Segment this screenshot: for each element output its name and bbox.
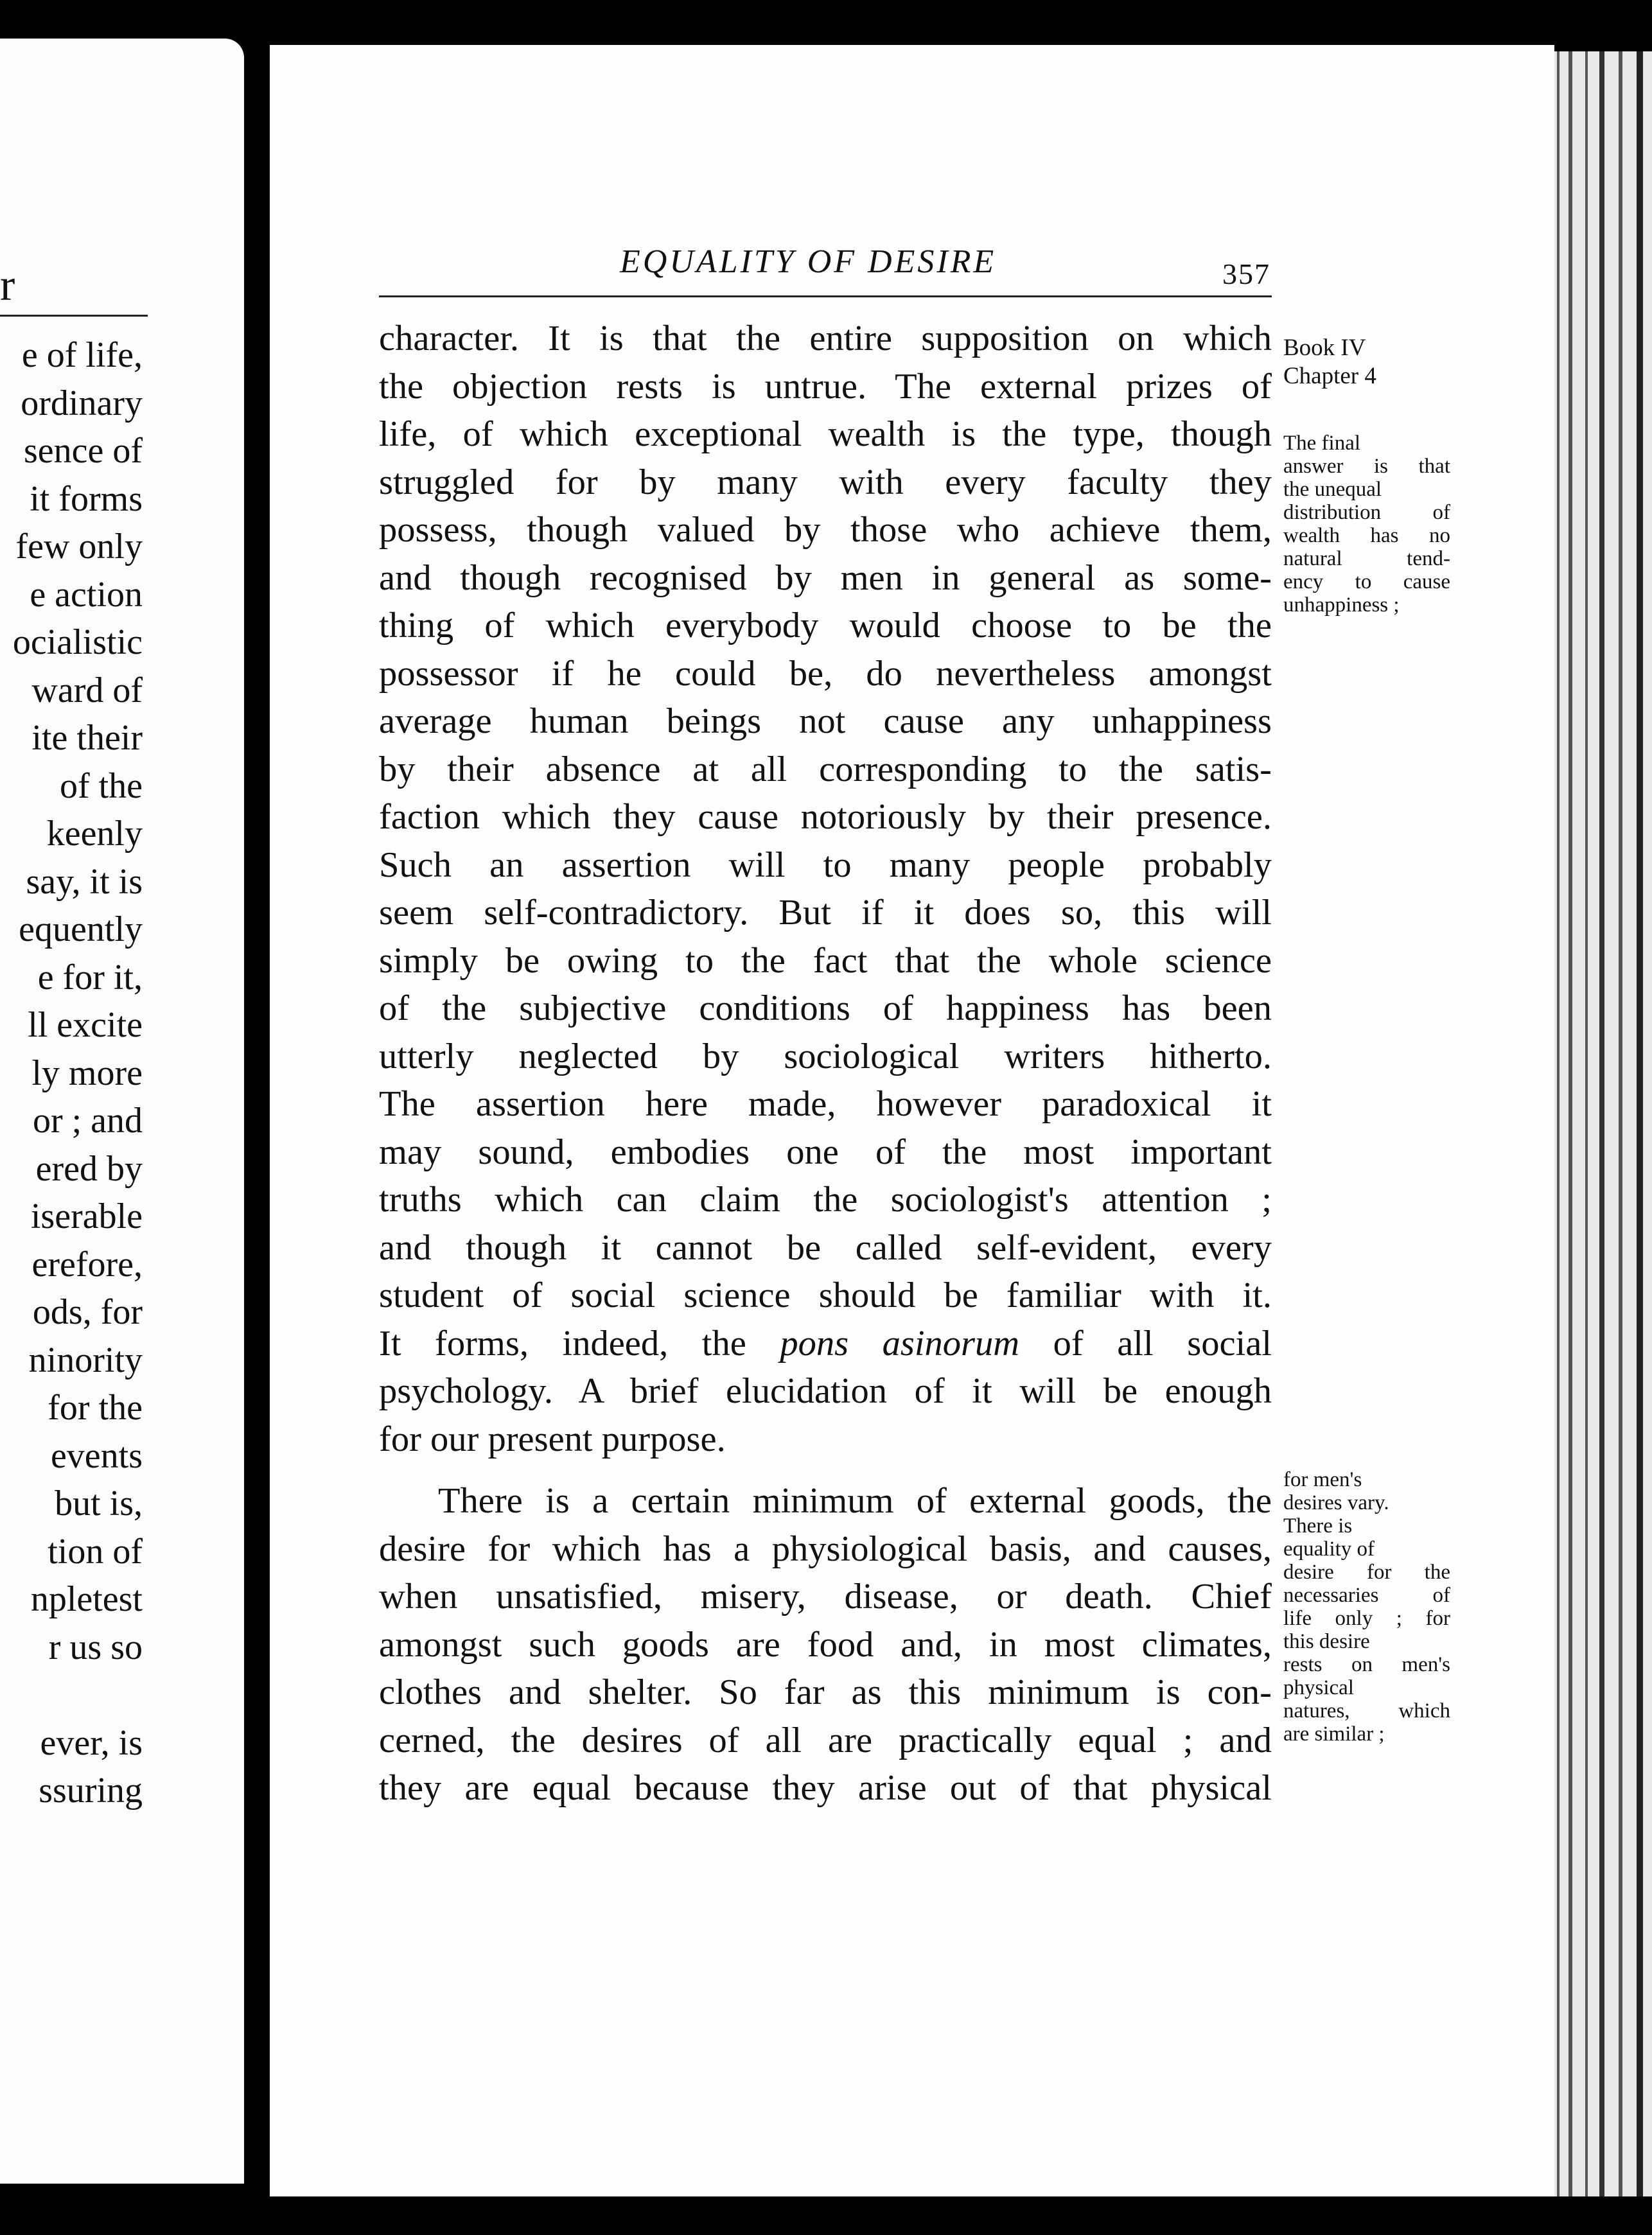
text-line: The assertion here made, however paradoxical it — [379, 1084, 1272, 1124]
note-line: this desire — [1283, 1630, 1370, 1653]
text-line: by their absence at all corresponding to the satis- — [379, 749, 1272, 789]
note-line: distribution of — [1283, 501, 1450, 524]
note-line: answer is that — [1283, 455, 1450, 478]
left-line: ll excite — [28, 1005, 143, 1045]
book-chapter-ref — [1283, 334, 1450, 390]
text-line: desire for which has a physiological basis, and causes, — [379, 1529, 1272, 1569]
book-ref-line: Chapter 4 — [1283, 363, 1376, 389]
left-line: say, it is — [26, 861, 143, 902]
left-line: for the — [48, 1388, 143, 1428]
left-line: of the — [59, 766, 143, 806]
text-line: the objection rests is untrue. The external prizes of — [379, 366, 1272, 407]
left-line: sence of — [23, 431, 143, 471]
text-line: Such an assertion will to many people probably — [379, 845, 1272, 885]
left-line: e for it, — [37, 957, 143, 997]
left-line: few only — [15, 527, 143, 566]
left-line: r us so — [48, 1627, 143, 1667]
left-line: keenly — [46, 814, 143, 854]
text-line: they are equal because they arise out of that physical — [379, 1768, 1272, 1808]
note-line: equality of — [1283, 1538, 1375, 1561]
left-line: but is, — [55, 1484, 143, 1523]
book-gutter — [244, 0, 270, 2235]
page-edges — [1554, 51, 1652, 2196]
text-line: faction which they cause notoriously by their presence. — [379, 797, 1272, 837]
note-line: rests on men's — [1283, 1653, 1450, 1676]
text-line: average human beings not cause any unhappiness — [379, 701, 1272, 741]
note-line: for men's — [1283, 1468, 1362, 1491]
text-line: thing of which everybody would choose to be the — [379, 606, 1272, 645]
note-line: desires vary. — [1283, 1491, 1389, 1514]
text-line: and though it cannot be called self-evident, every — [379, 1227, 1272, 1268]
left-facing-page — [0, 39, 244, 2184]
text-line: possessor if he could be, do nevertheless amongst — [379, 653, 1272, 694]
note-line: wealth has no — [1283, 524, 1450, 547]
left-line — [0, 1671, 143, 1719]
left-line: e of life, — [21, 335, 143, 375]
text-line: possess, though valued by those who achieve them, — [379, 510, 1272, 550]
text-line: truths which can claim the sociologist's attention ; — [379, 1180, 1272, 1220]
text-line: life, of which exceptional wealth is the type, though — [379, 414, 1272, 454]
text-line: for our present purpose. — [379, 1419, 726, 1459]
note-line: are similar ; — [1283, 1722, 1385, 1746]
note-line: The final — [1283, 432, 1361, 455]
left-line: npletest — [30, 1579, 143, 1619]
text-line: psychology. A brief elucidation of it will be enough — [379, 1371, 1272, 1411]
left-line: erefore, — [31, 1244, 143, 1284]
left-line: iserable — [30, 1196, 143, 1236]
text-line: student of social science should be familiar with it. — [379, 1275, 1272, 1315]
text-line: There is a certain minimum of external goods, the — [438, 1481, 1272, 1521]
note-line: unhappiness ; — [1283, 593, 1400, 617]
text-line: struggled for by many with every faculty they — [379, 462, 1272, 502]
left-line: equently — [19, 909, 143, 949]
text-line: utterly neglected by sociological writers hitherto. — [379, 1036, 1272, 1076]
text-line: character. It is that the entire supposition on which — [379, 319, 1272, 358]
text-line: clothes and shelter. So far as this minimum is con- — [379, 1672, 1272, 1712]
left-page-mark: r — [0, 261, 15, 310]
left-line: ward of — [31, 670, 143, 710]
body-text — [379, 315, 1272, 1812]
note-line: There is — [1283, 1514, 1353, 1538]
note-line: physical — [1283, 1676, 1354, 1699]
italic-phrase: pons asinorum — [780, 1323, 1020, 1363]
note-line: the unequal — [1283, 478, 1382, 501]
note-line: natures, which — [1283, 1699, 1450, 1722]
margin-note-final-answer — [1283, 432, 1450, 617]
text-line: seem self-contradictory. But if it does so, this will — [379, 893, 1272, 933]
header-rule — [379, 295, 1272, 297]
left-line: ods, for — [32, 1292, 143, 1332]
page-number: 357 — [1222, 258, 1270, 290]
text-segment: It forms, indeed, the — [379, 1323, 746, 1363]
left-line: ever, is — [40, 1722, 143, 1763]
text-line: cerned, the desires of all are practically equal ; and — [379, 1720, 1272, 1760]
text-line-pons-asinorum — [379, 1320, 1272, 1368]
text-line: simply be owing to the fact that the whole science — [379, 940, 1272, 981]
left-line: tion of — [48, 1531, 143, 1572]
left-line: ordinary — [21, 383, 143, 423]
left-line: ninority — [28, 1340, 143, 1380]
left-page-text — [0, 331, 143, 1815]
left-line: e action — [30, 574, 143, 615]
text-line: and though recognised by men in general as some- — [379, 557, 1272, 598]
left-line: ly more — [31, 1053, 143, 1093]
text-segment: of all social — [1053, 1323, 1272, 1363]
left-line: it forms — [30, 478, 143, 519]
note-line: ency to cause — [1283, 570, 1450, 593]
note-line: life only ; for — [1283, 1607, 1450, 1630]
margin-note-desires — [1283, 1468, 1450, 1746]
book-ref-line: Book IV — [1283, 335, 1366, 361]
left-line: ssuring — [39, 1771, 143, 1810]
note-line: desire for the — [1283, 1561, 1450, 1584]
text-line: of the subjective conditions of happiness has been — [379, 988, 1272, 1028]
note-line: necessaries of — [1283, 1584, 1450, 1607]
text-line: may sound, embodies one of the most important — [379, 1132, 1272, 1172]
left-page-rule — [0, 315, 148, 317]
text-line: amongst such goods are food and, in most climates, — [379, 1624, 1272, 1665]
left-line: ocialistic — [12, 622, 143, 662]
note-line: natural tend- — [1283, 547, 1450, 570]
left-line: events — [50, 1435, 143, 1476]
left-line: ite their — [31, 718, 143, 758]
text-line: when unsatisfied, misery, disease, or death. Chief — [379, 1577, 1272, 1617]
left-line: or ; and — [32, 1101, 143, 1141]
left-line: ered by — [35, 1148, 143, 1189]
running-title: EQUALITY OF DESIRE — [620, 243, 997, 280]
